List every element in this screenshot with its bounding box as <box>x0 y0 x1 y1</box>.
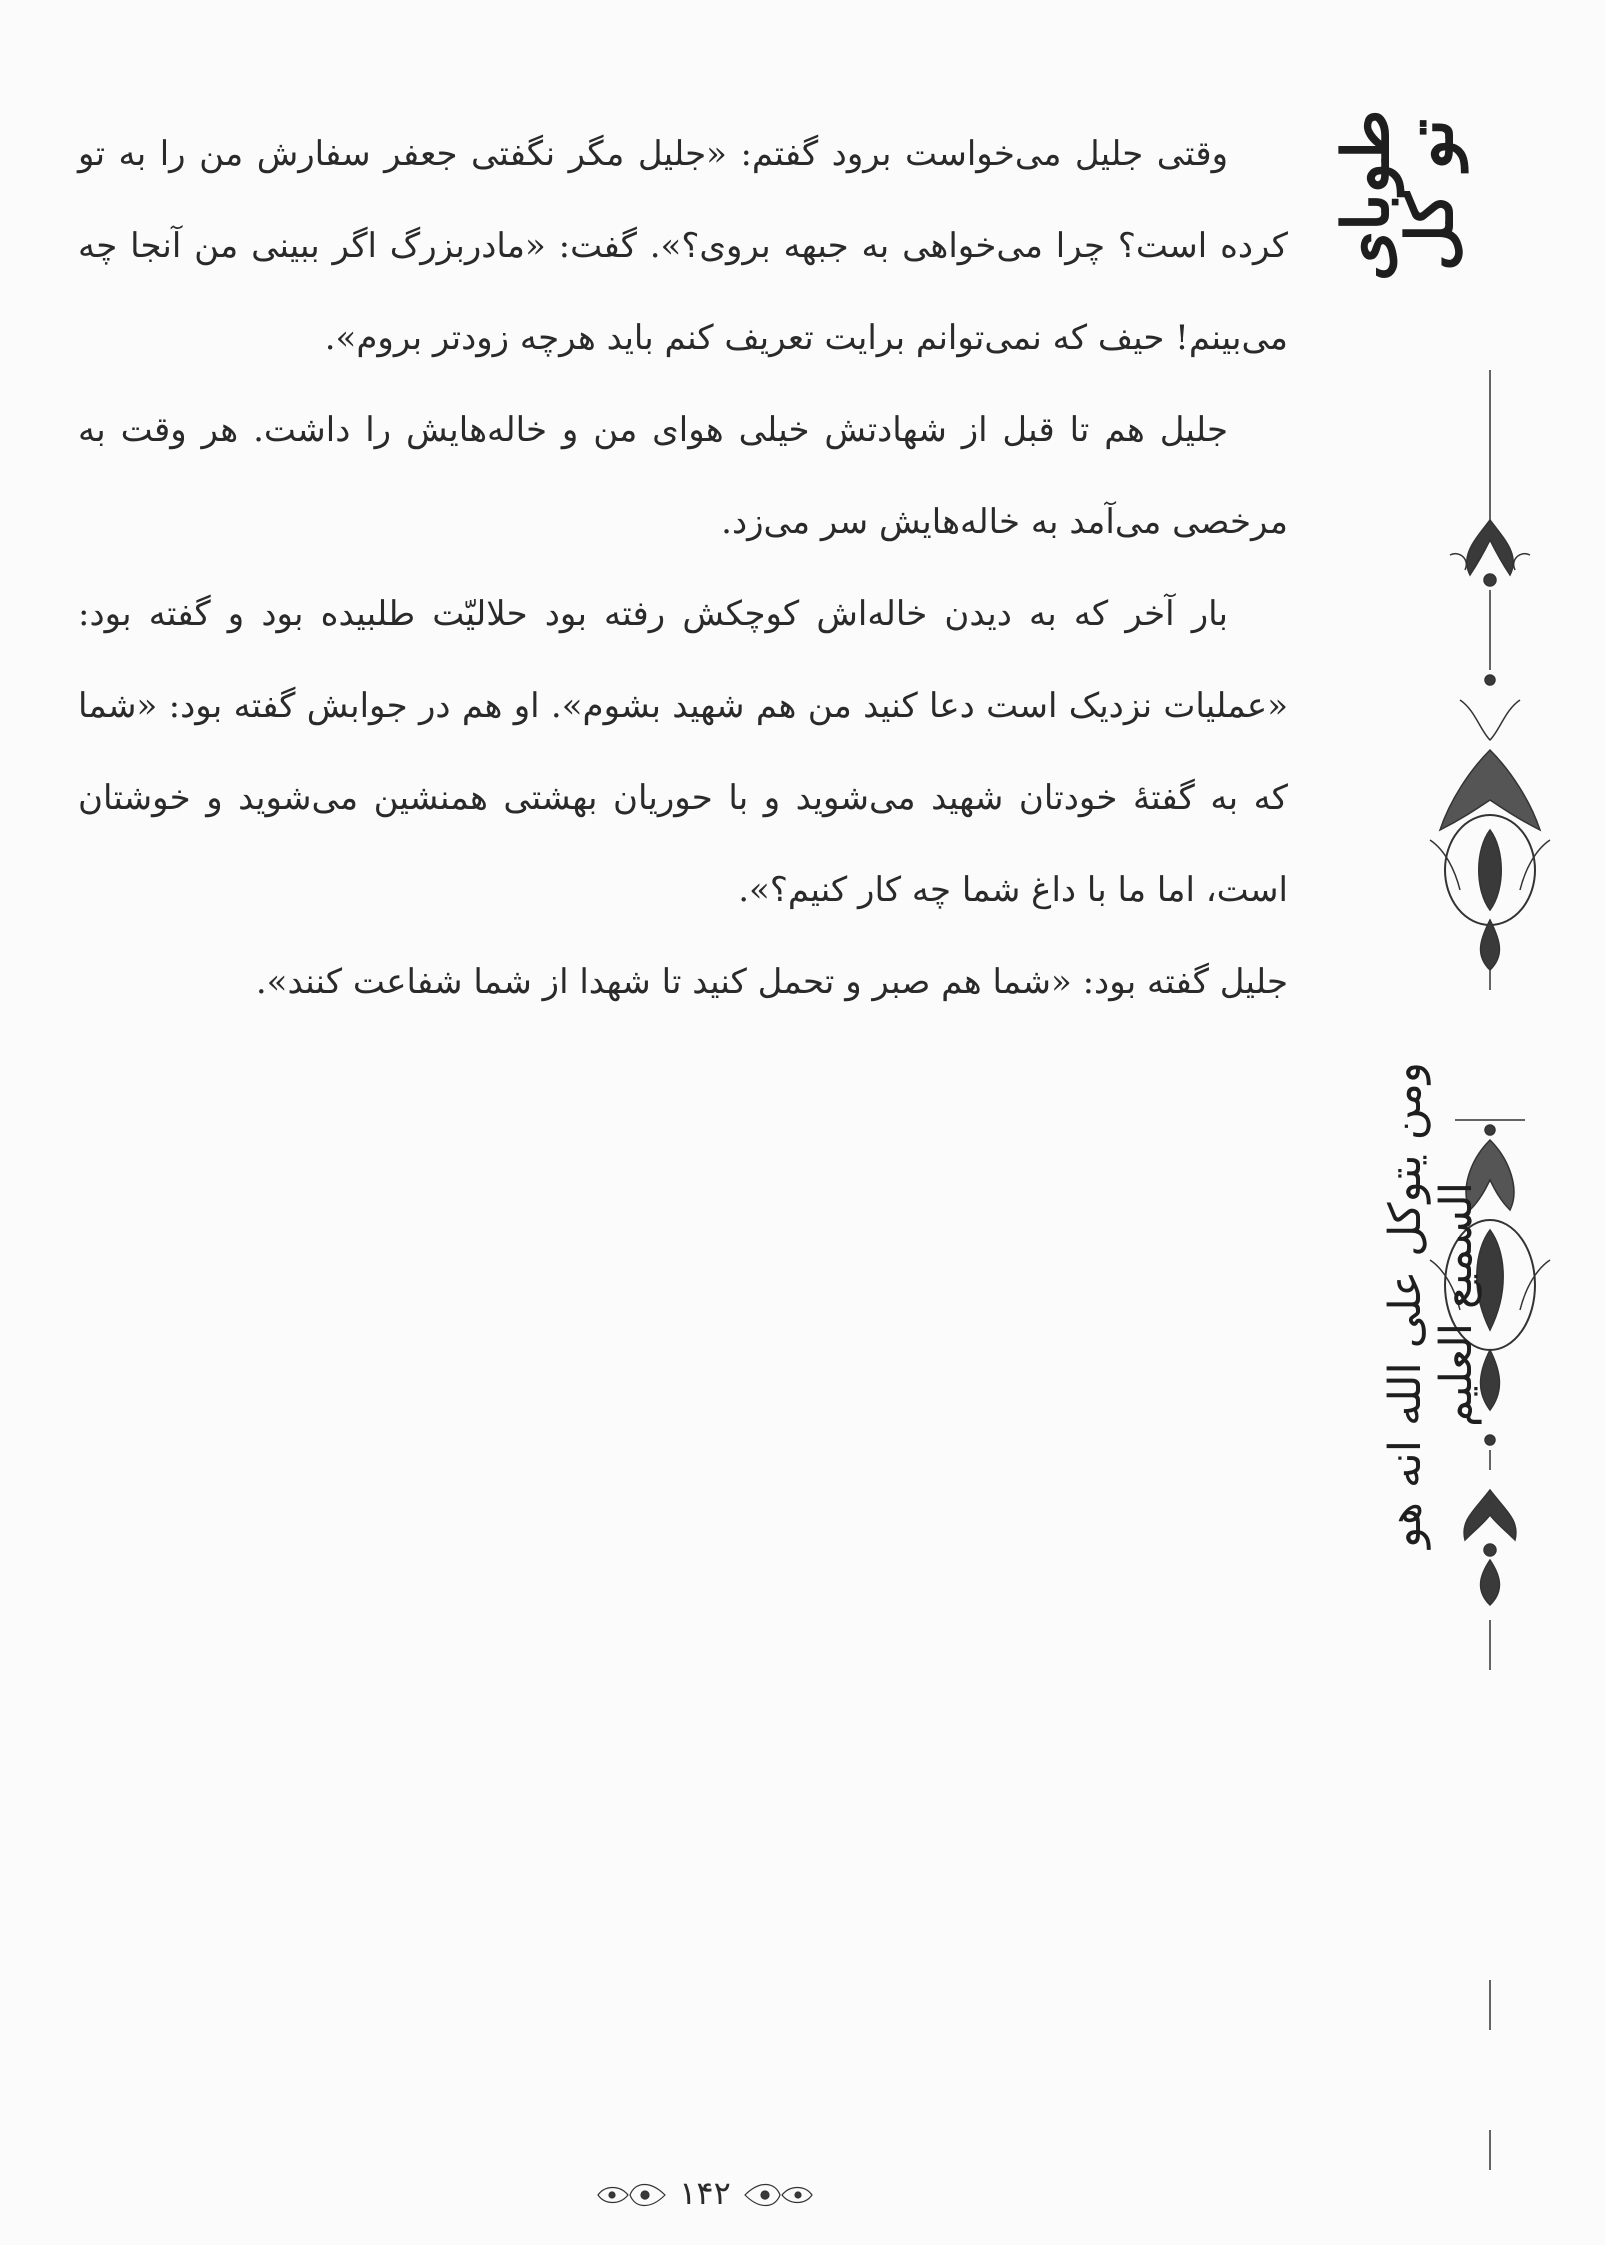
paragraph: بار آخر که به دیدن خاله‌اش کوچکش رفته بود حلالیّت طلبیده بود و گفته بود: «عملیات نزدیک است دعا کنید من هم شهید بشوم». او هم در جوابش گفته بود: «شما که به گفتهٔ خودتان شهید می‌شوید و با حوریان بهشتی همنشین می‌شوید و خوشتان است، اما ما با داغ شما چه کار کنیم؟». <box>78 594 1288 910</box>
ornament-left-icon <box>590 2170 670 2220</box>
page-footer <box>590 2170 820 2220</box>
page-number: ۱۴۲ <box>679 2174 731 2212</box>
book-title: طوبای تو کل <box>1329 109 1468 281</box>
paragraph: جلیل گفته بود: «شما هم صبر و تحمل کنید تا شهدا از شما شفاعت کنند». <box>255 962 1288 1002</box>
margin-verse: ومن یتوکل علی الله انه هو السمیع العلیم <box>1380 1061 1482 1549</box>
ornament-icon <box>1430 520 1550 970</box>
body-text <box>78 108 1288 1028</box>
paragraph: جلیل هم تا قبل از شهادتش خیلی هوای من و خاله‌هایش را داشت. هر وقت به مرخصی می‌آمد به خاله‌هایش سر می‌زد. <box>78 410 1288 542</box>
paragraph: وقتی جلیل می‌خواست برود گفتم: «جلیل مگر نگفتی جعفر سفارش من را به تو کرده است؟ چرا می‌خواهی به جبهه بروی؟». گفت: «مادربزرگ اگر ببینی من آنجا چه می‌بینم! حیف که نمی‌توانم برایت تعریف کنم باید هرچه زودتر بروم». <box>78 134 1288 358</box>
ornament-right-icon <box>740 2170 820 2220</box>
